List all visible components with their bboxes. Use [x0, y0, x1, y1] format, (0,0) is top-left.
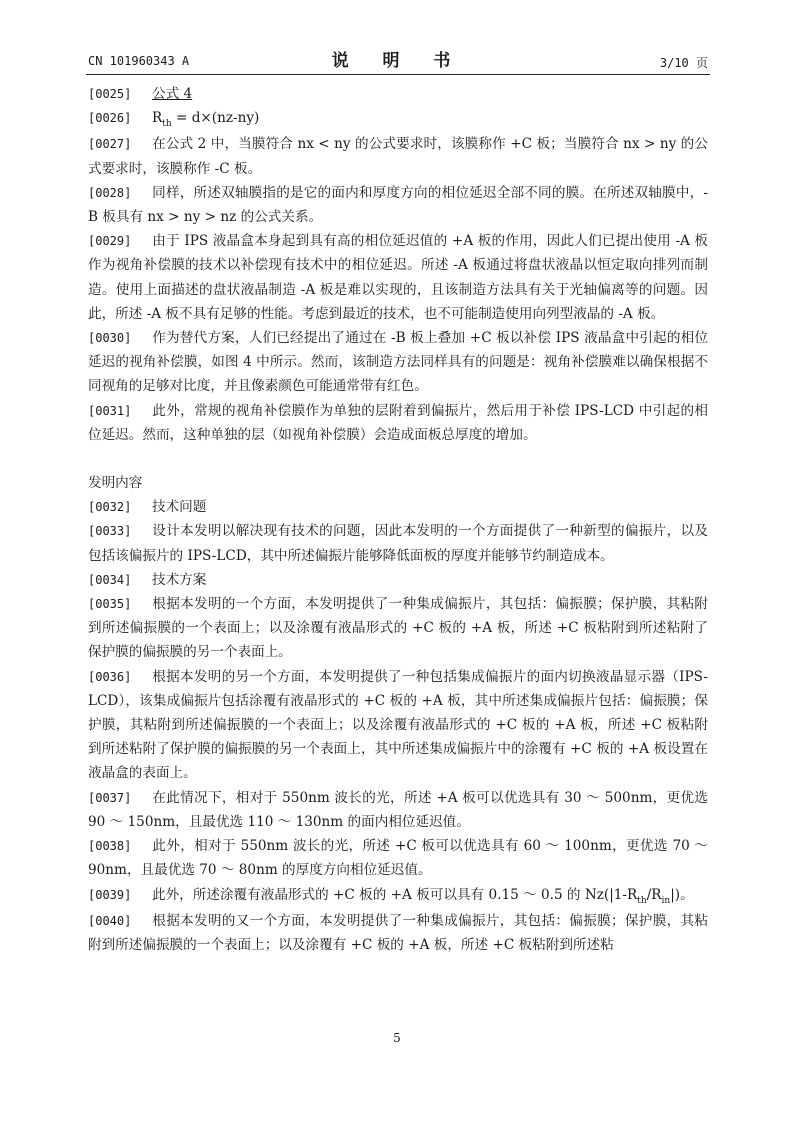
paragraph-number: [0033] [88, 524, 132, 539]
paragraph-text: 由于 IPS 液晶盒本身起到具有高的相位延迟值的 +A 板的作用，因此人们已提出使用 -A 板作为视角补偿膜的技术以补偿现有技术中的相位延迟。所述 -A 板通过将盘状液晶以恒定取向排列而制造。使用上面描述的盘状液晶制造 -A 板是难以实现的，且该制造方法具有关于光轴偏离等的问题。因此，所述 -A 板不具有足够的性能。考虑到最近的技术，也不可能制造使用向列型液晶的 -A 板。 [88, 233, 708, 322]
paragraph-0037 [88, 786, 708, 834]
paragraph-0040 [88, 909, 708, 957]
paragraph-text: 作为替代方案，人们已经提出了通过在 -B 板上叠加 +C 板以补偿 IPS 液晶盒中引起的相位延迟的视角补偿膜，如图 4 中所示。然而，该制造方法同样具有的问题是：视角补偿膜难以确保根据不同视角的足够对比度，并且像素颜色可能通常带有红色。 [88, 330, 708, 395]
document-body [88, 82, 708, 957]
paragraph-text: 此外，相对于 550nm 波长的光，所述 +C 板可以优选具有 60 ～ 100nm，更优选 70 ～ 90nm，且最优选 70 ～ 80nm 的厚度方向相位延迟值。 [88, 838, 708, 879]
paragraph-number: [0029] [88, 234, 132, 249]
paragraph-number: [0030] [88, 331, 132, 346]
section-heading: 发明内容 [88, 475, 143, 492]
paragraph-text: 设计本发明以解决现有技术的问题，因此本发明的一个方面提供了一种新型的偏振片，以及包括该偏振片的 IPS-LCD，其中所述偏振片能够降低面板的厚度并能够节约制造成本。 [88, 523, 708, 564]
paragraph-text [152, 886, 694, 906]
paragraph-number: [0035] [88, 597, 132, 612]
page-header [88, 46, 708, 74]
text-segment: /R [646, 886, 662, 903]
paragraph-text: 在此情况下，相对于 550nm 波长的光，所述 +A 板可以优选具有 30 ～ 500nm，更优选 90 ～ 150nm，且最优选 110 ～ 130nm 的面内相位延迟值。 [88, 789, 708, 830]
paragraph-number: [0028] [88, 185, 132, 200]
paragraph-0026 [88, 106, 708, 132]
paragraph-number: [0026] [88, 111, 132, 126]
formula-label: 公式 4 [152, 86, 193, 102]
paragraph-0036 [88, 665, 708, 786]
paragraph-number: [0027] [88, 137, 132, 152]
subheading: 技术方案 [152, 571, 207, 588]
paragraph-text: 根据本发明的又一个方面，本发明提供了一种集成偏振片，其包括：偏振膜；保护膜，其粘附到所述偏振膜的一个表面上；以及涂覆有 +C 板的 +A 板，所述 +C 板粘附到所述粘 [88, 912, 708, 953]
paragraph-number: [0031] [88, 403, 132, 418]
paragraph-number: [0037] [88, 790, 132, 805]
page-count: 3/10 页 [659, 56, 708, 70]
text-segment: |)。 [670, 886, 694, 903]
paragraph-number: [0036] [88, 669, 132, 684]
formula-text [152, 110, 260, 130]
paragraph-text: 同样，所述双轴膜指的是它的面内和厚度方向的相位延迟全部不同的膜。在所述双轴膜中，-B 板具有 nx > ny > nz 的公式关系。 [88, 184, 708, 226]
paragraph-0035 [88, 592, 708, 665]
paragraph-text: 在公式 2 中，当膜符合 nx < ny 的公式要求时，该膜称作 +C 板；当膜符合 nx > ny 的公式要求时，该膜称作 -C 板。 [88, 136, 708, 177]
paragraph-0039 [88, 883, 708, 909]
header-rule [86, 74, 710, 75]
paragraph-number: [0032] [88, 500, 132, 515]
paragraph-0029 [88, 229, 708, 326]
formula-expression: = d×(nz-ny) [171, 110, 260, 127]
paragraph-number: [0039] [88, 887, 132, 902]
paragraph-0034 [88, 568, 708, 592]
paragraph-number: [0040] [88, 913, 132, 928]
paragraph-0028 [88, 181, 708, 229]
paragraph-0032 [88, 495, 708, 519]
paragraph-text: 根据本发明的一个方面，本发明提供了一种集成偏振片，其包括：偏振膜；保护膜，其粘附到所述偏振膜的一个表面上；以及涂覆有液晶形式的 +C 板的 +A 板，所述 +C 板粘附到所述粘附了保护膜的偏振膜的另一个表面上。 [88, 596, 708, 661]
paragraph-number: [0034] [88, 572, 132, 587]
paragraph-0027 [88, 132, 708, 180]
paragraph-0033 [88, 519, 708, 567]
subheading: 技术问题 [152, 499, 207, 516]
paragraph-number: [0038] [88, 839, 132, 854]
paragraph-0031 [88, 399, 708, 447]
page-number: 5 [393, 1031, 401, 1045]
paragraph-0038 [88, 834, 708, 882]
paragraph-number: [0025] [88, 87, 132, 101]
formula-subscript: th [162, 119, 172, 130]
patent-number: CN 101960343 A [88, 54, 190, 68]
formula-subscript: th [637, 895, 647, 906]
formula-subscript: in [661, 895, 671, 906]
formula-symbol: R [152, 110, 163, 127]
document-title: 说 明 书 [331, 51, 465, 71]
paragraph-text: 根据本发明的另一个方面，本发明提供了一种包括集成偏振片的面内切换液晶显示器（IPS-LCD），该集成偏振片包括涂覆有液晶形式的 +C 板的 +A 板，其中所述集成偏振片包括：偏振膜；保护膜，其粘附到所述偏振膜的一个表面上；以及涂覆有液晶形式的 +C 板的 +A 板，所述 +C 板粘附到所述粘附了保护膜的偏振膜的另一个表面上，其中所述集成偏振片中的涂覆有 +C 板的 +A 板设置在液晶盒的表面上。 [88, 668, 708, 782]
text-segment: 此外，所述涂覆有液晶形式的 +C 板的 +A 板可以具有 0.15 ～ 0.5 的 Nz(|1-R [152, 886, 638, 903]
paragraph-0025 [88, 82, 708, 106]
paragraph-0030 [88, 326, 708, 399]
paragraph-text: 此外，常规的视角补偿膜作为单独的层附着到偏振片，然后用于补偿 IPS-LCD 中引起的相位延迟。然而，这种单独的层（如视角补偿膜）会造成面板总厚度的增加。 [88, 402, 708, 443]
